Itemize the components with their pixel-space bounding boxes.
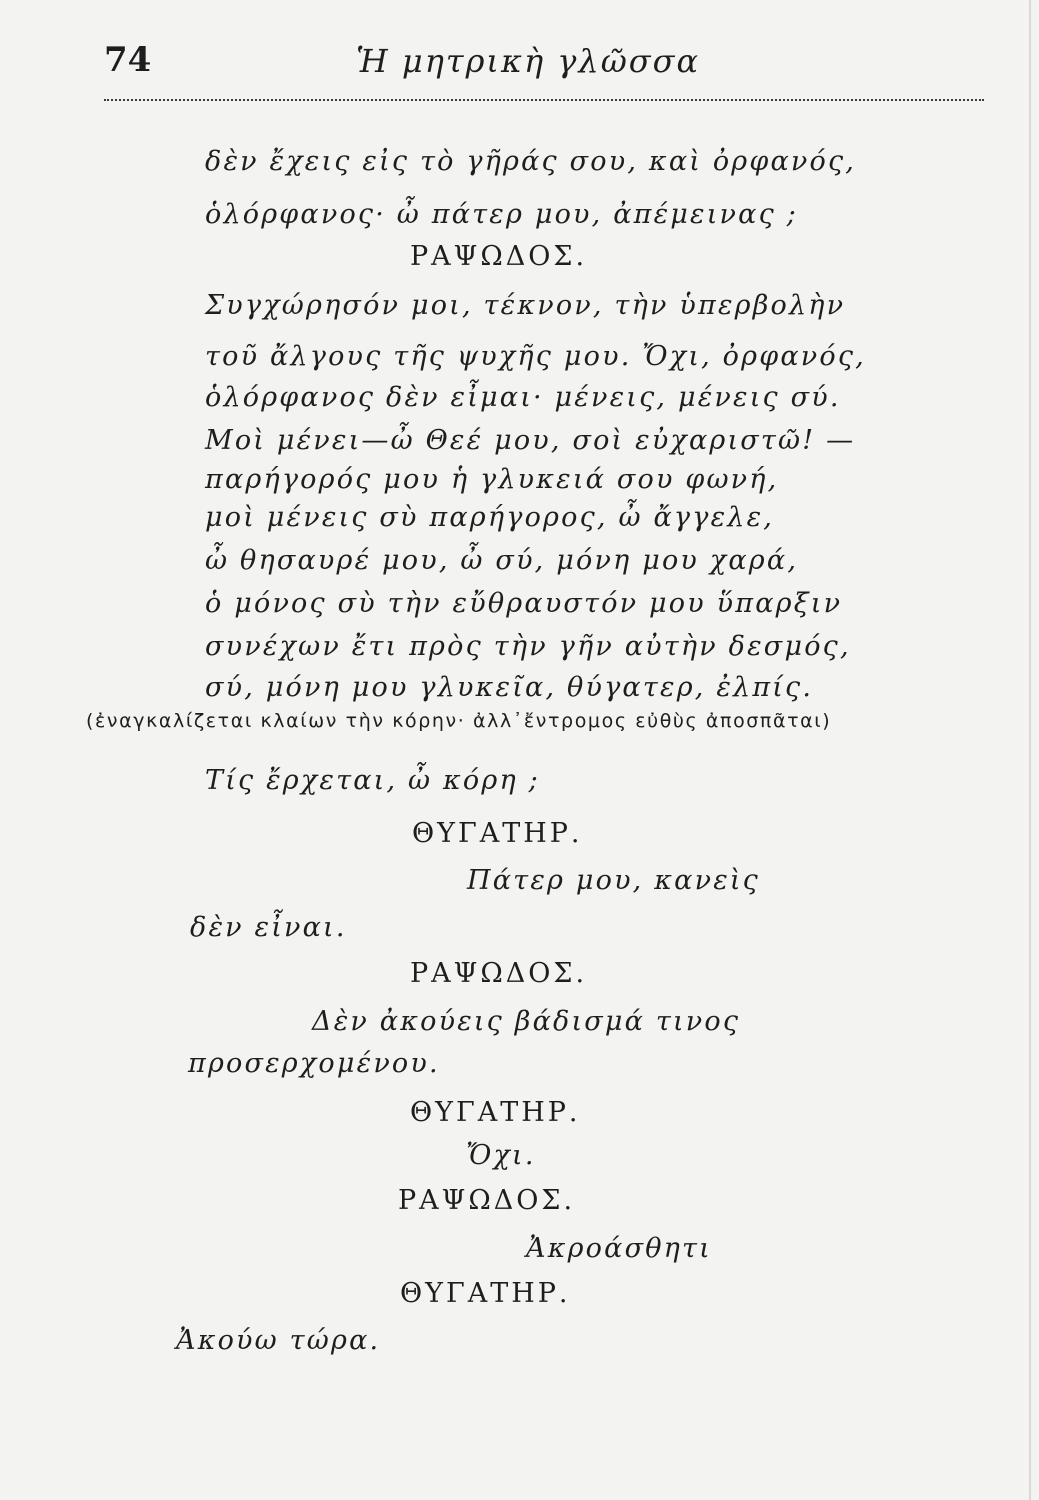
verse-line: ὁλόρφανος· ὦ πάτερ μου, ἀπέμεινας ; [205,199,798,230]
page-number: 74 [104,40,152,80]
speaker-name: ΘΥΓΑΤΗΡ. [410,1097,581,1128]
verse-line: ὁ μόνος σὺ τὴν εὔθραυστόν μου ὕπαρξιν [205,588,843,619]
speaker-name: ΘΥΓΑΤΗΡ. [400,1278,571,1309]
verse-line: δὲν ἔχεις εἰς τὸ γῆράς σου, καὶ ὀρφανός, [205,146,857,177]
verse-line: μοὶ μένεις σὺ παρήγορος, ὦ ἄγγελε, [205,502,775,533]
speaker-name: ΘΥΓΑΤΗΡ. [412,818,583,849]
verse-line: Τίς ἔρχεται, ὦ κόρη ; [205,765,540,796]
verse-line: Μοὶ μένει—ὦ Θεέ μου, σοὶ εὐχαριστῶ! — [205,425,856,456]
verse-line: ὦ θησαυρέ μου, ὦ σύ, μόνη μου χαρά, [205,545,799,576]
running-title: Ἡ μητρικὴ γλῶσσα [356,42,701,80]
verse-line: Ἀκροάσθητι [526,1233,712,1264]
speaker-name: ΡΑΨΩΔΟΣ. [410,241,588,272]
verse-line: τοῦ ἄλγους τῆς ψυχῆς μου. Ὄχι, ὀρφανός, [205,341,866,372]
stage-direction: (ἐναγκαλίζεται κλαίων τὴν κόρην· ἀλλ᾽ἔντρομος εὐθὺς ἀποσπᾶται) [86,710,832,732]
verse-line: παρήγορός μου ἡ γλυκειά σου φωνή, [205,464,779,495]
verse-line: Πάτερ μου, κανεὶς [467,865,760,896]
verse-line: σύ, μόνη μου γλυκεῖα, θύγατερ, ἐλπίς. [205,672,814,703]
verse-line: συνέχων ἔτι πρὸς τὴν γῆν αὐτὴν δεσμός, [205,631,851,662]
speaker-name: ΡΑΨΩΔΟΣ. [410,958,588,989]
speaker-name: ΡΑΨΩΔΟΣ. [398,1185,576,1216]
verse-line: Δὲν ἀκούεις βάδισμά τινος [312,1006,741,1037]
verse-line: Ἀκούω τώρα. [176,1325,381,1356]
verse-line: δὲν εἶναι. [190,912,347,943]
verse-line: Συγχώρησόν μοι, τέκνον, τὴν ὑπερβολὴν [205,290,846,321]
verse-line: ὁλόρφανος δὲν εἶμαι· μένεις, μένεις σύ. [205,382,841,413]
verse-line: Ὄχι. [466,1140,536,1171]
verse-line: προσερχομένου. [188,1048,440,1079]
